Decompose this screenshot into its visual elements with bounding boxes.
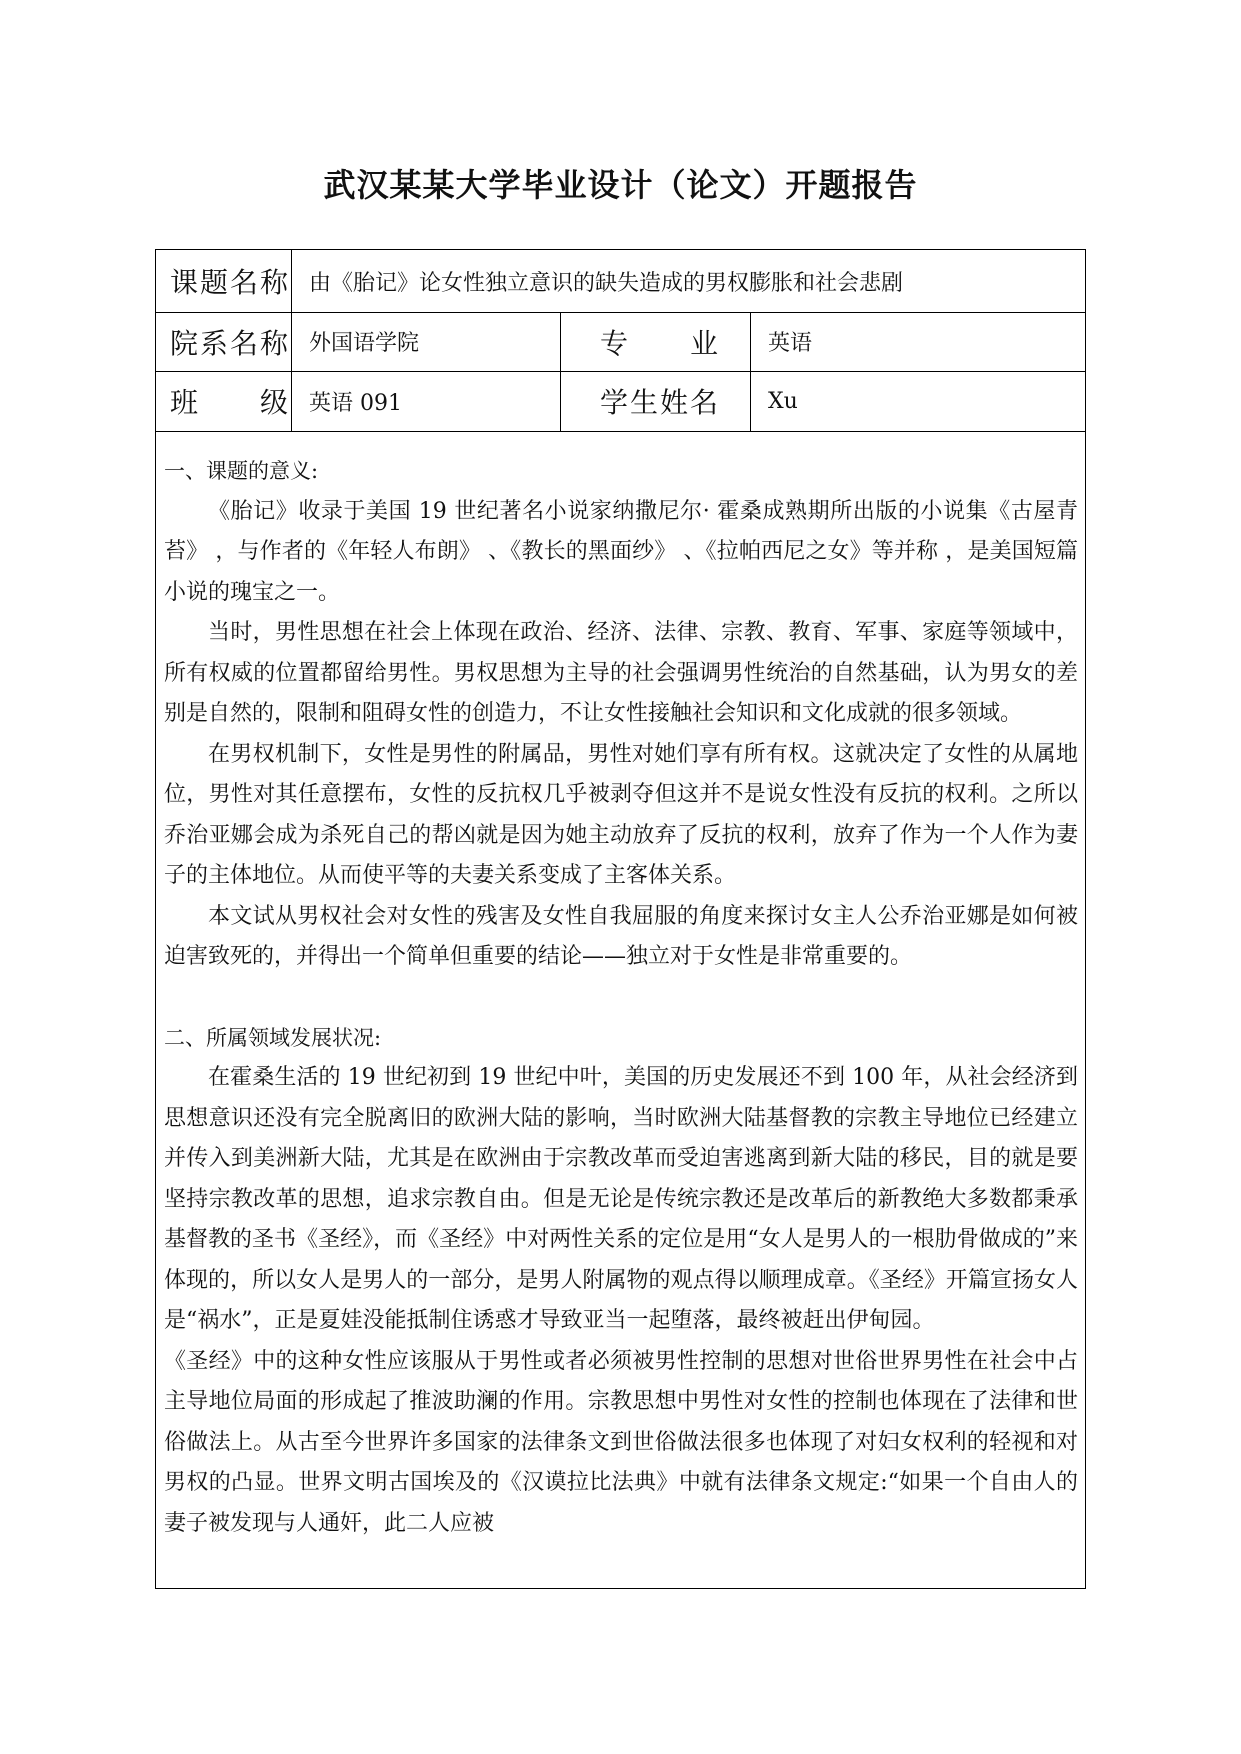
paragraph: 《圣经》中的这种女性应该服从于男性或者必须被男性控制的思想对世俗世界男性在社会中占主导地位局面的形成起了推波助澜的作用。宗教思想中男性对女性的控制也体现在了法律和世俗做法上。从古至今世界许多国家的法律条文到世俗做法很多也体现了对妇女权利的轻视和对男权的凸显。世界文明古国埃及的《汉谟拉比法典》中就有法律条文规定:“如果一个自由人的妻子被发现与人通奸，此二人应被: [164, 1348, 1078, 1536]
row-divider: [156, 431, 1085, 432]
paragraph: 当时，男性思想在社会上体现在政治、经济、法律、宗教、教育、军事、家庭等领域中，所有权威的位置都留给男性。男权思想为主导的社会强调男性统治的自然基础，认为男女的差别是自然的，限制和阻碍女性的创造力，不让女性接触社会知识和文化成就的很多领域。: [164, 620, 1078, 726]
class-value: 英语 091: [309, 390, 402, 416]
report-body: [155, 451, 1086, 1544]
major-value: 英语: [768, 331, 813, 356]
department-label: 院系名称: [170, 326, 291, 360]
section-heading-significance: 一、课题的意义:: [164, 459, 319, 483]
paragraph: 在霍桑生活的 19 世纪初到 19 世纪中叶，美国的历史发展还不到 100 年，从社会经济到思想意识还没有完全脱离旧的欧洲大陆的影响，当时欧洲大陆基督教的宗教主导地位已经建立并传入到美洲新大陆，尤其是在欧洲由于宗教改革而受迫害逃离到新大陆的移民，目的就是要坚持宗教改革的思想，追求宗教自由。但是无论是传统宗教还是改革后的新教绝大多数都秉承基督教的圣书《圣经》，而《圣经》中对两性关系的定位是用“女人是男人的一根肋骨做成的”来体现的，所以女人是男人的一部分，是男人附属物的观点得以顺理成章。《圣经》开篇宣扬女人是“祸水”，正是夏娃没能抵制住诱惑才导致亚当一起堕落，最终被赶出伊甸园。: [164, 1065, 1078, 1333]
column-divider: [560, 312, 561, 431]
paragraph: 《胎记》收录于美国 19 世纪著名小说家纳撒尼尔· 霍桑成熟期所出版的小说集《古屋青苔》 ，与作者的《年轻人布朗》 、《教长的黑面纱》 、《拉帕西尼之女》等并称 ，是美国短篇小说的瑰宝之一。: [164, 498, 1078, 605]
student-name-value: Xu: [768, 388, 798, 414]
department-value: 外国语学院: [309, 331, 420, 356]
topic-label: 课题名称: [170, 266, 291, 299]
major-label: 专 业: [600, 326, 721, 360]
section-spacer: [164, 978, 1078, 1018]
topic-value: 由《胎记》论女性独立意识的缺失造成的男权膨胀和社会悲剧: [309, 270, 904, 296]
student-name-label: 学生姓名: [600, 386, 721, 419]
section-heading-field-status: 二、所属领域发展状况:: [164, 1025, 382, 1050]
paragraph: 本文试从男权社会对女性的残害及女性自我屈服的角度来探讨女主人公乔治亚娜是如何被迫害致死的，并得出一个简单但重要的结论——独立对于女性是非常重要的。: [164, 903, 1078, 969]
document-title: 武汉某某大学毕业设计（论文）开题报告: [323, 166, 918, 204]
paragraph: 在男权机制下，女性是男性的附属品，男性对她们享有所有权。这就决定了女性的从属地位，男性对其任意摆布，女性的反抗权几乎被剥夺但这并不是说女性没有反抗的权利。之所以乔治亚娜会成为杀死自己的帮凶就是因为她主动放弃了反抗的权利，放弃了作为一个人作为妻子的主体地位。从而使平等的夫妻关系变成了主客体关系。: [164, 741, 1078, 888]
class-label: 班 级: [170, 386, 291, 419]
